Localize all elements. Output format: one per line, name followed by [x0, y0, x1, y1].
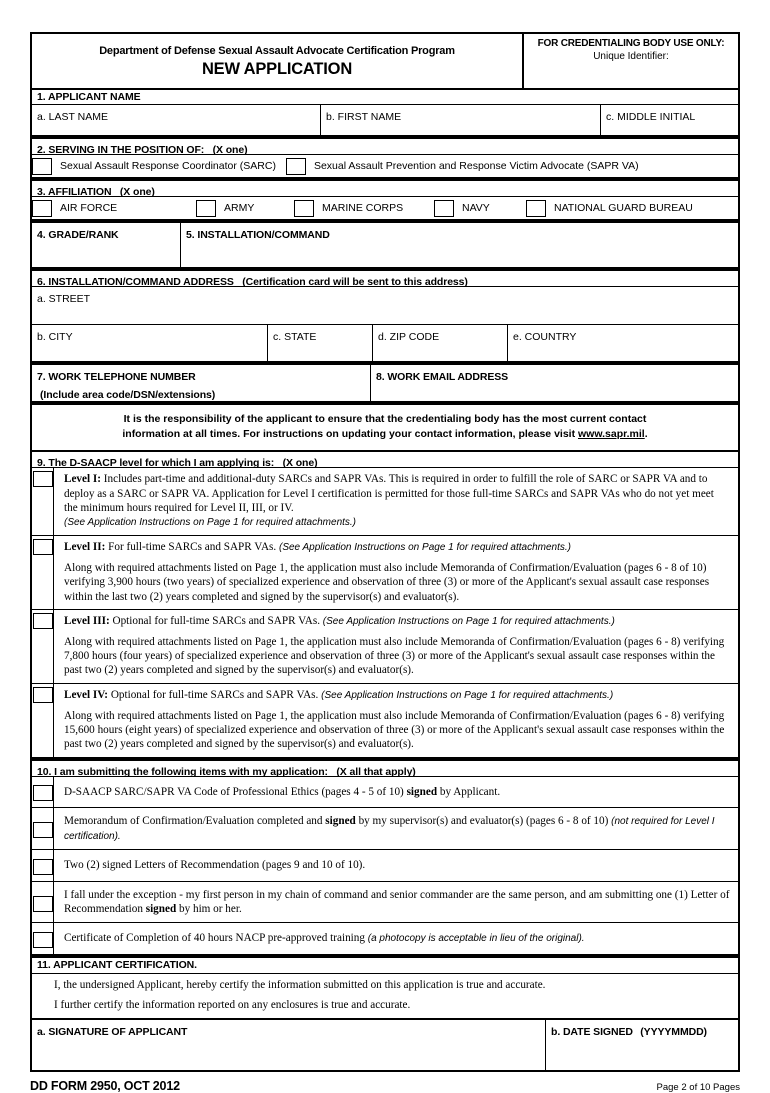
section-11-header-row: [32, 958, 738, 974]
checklist-2-italic: (not required for Level I certification).: [64, 815, 715, 842]
level-3-name: Level III:: [64, 615, 110, 627]
checkbox-code-of-ethics[interactable]: [33, 785, 53, 801]
zip-code-label: d. ZIP CODE: [378, 331, 440, 343]
section-2-title: 2. SERVING IN THE POSITION OF:: [37, 144, 205, 156]
credentialing-body-label: FOR CREDENTIALING BODY USE ONLY:: [537, 38, 725, 49]
checklist-item: [32, 777, 738, 808]
name-fields-row: [32, 105, 738, 137]
checkbox-memorandum-confirmation[interactable]: [33, 822, 53, 838]
label-navy: NAVY: [462, 202, 490, 214]
level-3-extra: Along with required attachments listed on Page 1, the application must also include Memoranda of Confirmation/Evaluation (pages 6 - 8) verifying 7,800 hours (four years) of specialized experience and observation of three (3) or more of the Applicant's sexual assault case responses within the past two (2) years completed and signed by the supervisor(s) and evaluator(s).: [64, 635, 725, 677]
level-1-body: [54, 468, 738, 535]
responsibility-banner: [30, 403, 740, 450]
date-signed-hint: (YYYYMMDD): [640, 1025, 707, 1038]
state-field[interactable]: [267, 325, 372, 361]
section-10-title: 10. I am submitting the following items with my application:: [37, 765, 328, 778]
section-6-title-cell: [32, 271, 738, 286]
section-10-header-row: [32, 761, 738, 777]
installation-command-field[interactable]: [180, 223, 738, 267]
label-sarc: Sexual Assault Response Coordinator (SARC): [60, 160, 276, 172]
section-3-header-row: [32, 181, 738, 197]
checklist-3-checkbox-cell[interactable]: [32, 850, 54, 880]
work-email-field[interactable]: [370, 365, 738, 401]
first-name-field[interactable]: [320, 105, 600, 135]
section-9-header-row: [32, 452, 738, 468]
level-1-checkbox-cell[interactable]: [32, 468, 54, 535]
label-army: ARMY: [224, 202, 255, 214]
last-name-field[interactable]: [32, 105, 320, 135]
level-3-note: (See Application Instructions on Page 1 for required attachments.): [322, 616, 615, 627]
section-4-5-grade-installation: [30, 221, 740, 269]
checklist-2-post: by my supervisor(s) and evaluator(s) (pages 6 - 8 of 10): [355, 814, 612, 827]
signature-field[interactable]: [32, 1020, 545, 1070]
checklist-3-body: Two (2) signed Letters of Recommendation (pages 9 and 10 of 10).: [64, 859, 366, 872]
section-7-hint: (Include area code/DSN/extensions): [40, 389, 216, 401]
level-2-desc: For full-time SARCs and SAPR VAs.: [105, 541, 279, 554]
section-10-submissions: [30, 759, 740, 957]
section-3-affiliation: [30, 179, 740, 221]
checklist-5-pre: Certificate of Completion of 40 hours NACP pre-approved training: [64, 932, 368, 945]
date-signed-field[interactable]: [545, 1020, 738, 1070]
checkbox-national-guard-bureau[interactable]: [526, 200, 546, 217]
section-3-options-row: [32, 197, 738, 221]
section-6-hint: (Certification card will be sent to this address): [242, 276, 468, 288]
level-1-text: [64, 472, 730, 515]
certification-statements: [32, 974, 738, 1018]
checklist-5-body: [54, 923, 738, 954]
checklist-item: [32, 882, 738, 924]
level-4-heading: [64, 688, 730, 703]
phone-email-row: [32, 365, 738, 403]
country-field[interactable]: [507, 325, 738, 361]
section-3-title-cell: [32, 181, 738, 196]
level-4-desc: Optional for full-time SARCs and SAPR VAs.: [108, 688, 322, 701]
city-state-zip-row: [32, 325, 738, 363]
banner-line-1: It is the responsibility of the applicant to ensure that the credentialing body has the most current contact: [123, 413, 647, 425]
work-telephone-field[interactable]: [32, 365, 370, 401]
section-7-8-contact: [30, 363, 740, 403]
section-3-hint: (X one): [119, 186, 155, 198]
checklist-2-checkbox-cell[interactable]: [32, 808, 54, 850]
checkbox-air-force[interactable]: [32, 200, 52, 217]
certification-line-2: I further certify the information reported on any enclosures is true and accurate.: [54, 998, 411, 1011]
last-name-label: a. LAST NAME: [37, 111, 108, 123]
level-3-heading: [64, 614, 730, 629]
first-name-label: b. FIRST NAME: [326, 111, 402, 123]
checklist-5-italic: (a photocopy is acceptable in lieu of the original).: [367, 933, 585, 945]
checklist-item: [32, 808, 738, 851]
form-id: DD FORM 2950, OCT 2012: [30, 1078, 180, 1093]
country-label: e. COUNTRY: [513, 331, 577, 343]
level-4-extra: Along with required attachments listed on Page 1, the application must also include Memoranda of Confirmation/Evaluation (pages 6 - 8) verifying 15,600 hours (eight years) of specialized experience and observation of three (3) or more of the Applicant's sexual assault case responses within the past two (2) years completed and signed by the supervisor(s) and evaluator(s).: [64, 709, 725, 751]
checklist-4-checkbox-cell[interactable]: [32, 882, 54, 923]
header-title-block: [32, 34, 522, 88]
form-subtitle: NEW APPLICATION: [201, 60, 353, 78]
unique-identifier-label: Unique Identifier:: [593, 51, 669, 62]
section-2-hint: (X one): [212, 144, 248, 156]
section-1-applicant-name: [30, 88, 740, 137]
section-4-title: 4. GRADE/RANK: [37, 229, 119, 241]
city-label: b. CITY: [37, 331, 73, 343]
credentialing-body-block: [522, 34, 738, 88]
certification-statement-row: [32, 974, 738, 1020]
section-2-header-row: [32, 139, 738, 155]
checklist-item: [32, 923, 738, 956]
checklist-1-pre: D-SAACP SARC/SAPR VA Code of Professional Ethics (pages 4 - 5 of 10): [64, 785, 407, 798]
section-9-title-cell: [32, 452, 738, 470]
label-sapr-va: Sexual Assault Prevention and Response Victim Advocate (SAPR VA): [313, 160, 639, 172]
checkbox-exception-letter[interactable]: [33, 896, 53, 912]
date-signed-label: b. DATE SIGNED: [551, 1025, 633, 1038]
grade-installation-row: [32, 223, 738, 269]
checkbox-level-2[interactable]: [33, 539, 53, 555]
street-label: a. STREET: [37, 293, 91, 305]
section-9-hint: (X one): [282, 457, 318, 470]
checkbox-nacp-certificate[interactable]: [33, 932, 53, 948]
banner-line-2-post: .: [644, 428, 648, 441]
section-1-title: 1. APPLICANT NAME: [37, 91, 141, 103]
checklist-4-pre: I fall under the exception - my first person in my chain of command and senior commander are the same person, and am submitting one (1) Letter of Recommendation: [64, 888, 730, 916]
zip-code-field[interactable]: [372, 325, 507, 361]
level-1-note: (See Application Instructions on Page 1 for required attachments.): [64, 517, 357, 529]
level-2-note: (See Application Instructions on Page 1 for required attachments.): [278, 542, 571, 554]
section-6-header-row: [32, 271, 738, 287]
level-4-row: [32, 684, 738, 759]
checkbox-level-3[interactable]: [33, 613, 53, 629]
checklist-4-body: [54, 882, 738, 923]
label-national-guard-bureau: NATIONAL GUARD BUREAU: [554, 202, 693, 214]
level-2-extra: Along with required attachments listed on Page 1, the application must also include Memoranda of Confirmation/Evaluation (pages 6 - 8 of 10) verifying 3,900 hours (two years) of specialized experience and observation of three (3) or more of the Applicant's sexual assault case responses within the last two (2) years completed and signed by the supervisor(s) and evaluator(s).: [64, 562, 710, 603]
checklist-1-checkbox-cell[interactable]: [32, 777, 54, 807]
level-3-checkbox-cell[interactable]: [32, 610, 54, 683]
page-info: Page 2 of 10 Pages: [656, 1081, 740, 1093]
level-4-name: Level IV:: [64, 688, 109, 701]
checkbox-level-4[interactable]: [33, 687, 53, 703]
checklist-4-bold: signed: [145, 903, 177, 916]
program-title: Department of Defense Sexual Assault Advocate Certification Program: [99, 45, 455, 57]
checklist-2-pre: Memorandum of Confirmation/Evaluation completed and: [64, 814, 326, 827]
checklist-1-body: [54, 777, 738, 807]
section-6-title: 6. INSTALLATION/COMMAND ADDRESS: [37, 276, 234, 288]
checkbox-marine-corps[interactable]: [294, 200, 314, 217]
affiliation-options: [32, 197, 738, 219]
level-1-row: [32, 468, 738, 536]
checklist-2-body: [54, 808, 738, 850]
checkbox-sapr-va[interactable]: [286, 158, 306, 175]
signature-label: a. SIGNATURE OF APPLICANT: [37, 1025, 188, 1038]
level-3-row: [32, 610, 738, 684]
label-marine-corps: MARINE CORPS: [322, 202, 404, 214]
banner-line-2-pre: information at all times. For instructions on updating your contact information, please visit: [122, 428, 578, 441]
section-10-title-cell: [32, 761, 738, 776]
section-9-level: [30, 450, 740, 758]
certification-line-1: I, the undersigned Applicant, hereby certify the information submitted on this application is true and accurate.: [54, 979, 546, 992]
level-2-row: [32, 536, 738, 610]
middle-initial-field[interactable]: [600, 105, 738, 135]
street-row: [32, 287, 738, 325]
level-1-name: Level I:: [64, 473, 101, 486]
level-1-note-wrap: [64, 515, 730, 530]
checklist-item: [32, 850, 738, 881]
section-1-header-row: [32, 90, 738, 105]
banner-line-2: [50, 427, 720, 442]
section-5-title: 5. INSTALLATION/COMMAND: [186, 229, 330, 241]
level-2-name: Level II:: [64, 541, 106, 554]
checklist-1-post: by Applicant.: [437, 785, 501, 798]
level-2-checkbox-cell[interactable]: [32, 536, 54, 609]
section-7-title: 7. WORK TELEPHONE NUMBER: [37, 371, 196, 383]
level-4-body: [54, 684, 738, 757]
section-11-title: 11. APPLICANT CERTIFICATION.: [37, 959, 197, 972]
state-label: c. STATE: [273, 331, 317, 343]
section-6-address: [30, 269, 740, 363]
position-options: [32, 155, 738, 177]
sapr-website-link[interactable]: www.sapr.mil: [578, 428, 645, 441]
checkbox-sarc[interactable]: [32, 158, 52, 175]
middle-initial-label: c. MIDDLE INITIAL: [606, 111, 696, 123]
checkbox-army[interactable]: [196, 200, 216, 217]
level-4-note: (See Application Instructions on Page 1 for required attachments.): [321, 689, 614, 701]
level-2-body: [54, 536, 738, 609]
city-field[interactable]: [32, 325, 267, 361]
checklist-4-post: by him or her.: [176, 903, 242, 916]
section-8-title: 8. WORK EMAIL ADDRESS: [376, 371, 509, 383]
section-2-title-cell: [32, 139, 738, 154]
checkbox-letters-recommendation[interactable]: [33, 859, 53, 875]
level-1-desc: Includes part-time and additional-duty SARCs and SAPR VAs. This is required in order to fulfill the role of SARC or SAPR VA and to deploy as a SARC or SAPR VA. Application for Level I certification is permitted for those full-time SARCs and SAPR VAs who do not yet meet the minimum hours required for Level II, III, or IV.: [64, 473, 714, 515]
form-footer: [30, 1079, 740, 1093]
checkbox-navy[interactable]: [434, 200, 454, 217]
checklist-1-bold: signed: [406, 785, 438, 798]
form-header: [30, 32, 740, 88]
section-10-hint: (X all that apply): [336, 765, 416, 778]
label-air-force: AIR FORCE: [60, 202, 118, 214]
level-2-heading: [64, 540, 730, 555]
checklist-2-bold: signed: [325, 814, 356, 827]
section-11-certification: [30, 956, 740, 1072]
section-3-title: 3. AFFILIATION: [37, 186, 112, 198]
checkbox-level-1[interactable]: [33, 471, 53, 487]
level-3-desc: Optional for full-time SARCs and SAPR VAs.: [109, 615, 323, 627]
section-9-title: 9. The D-SAACP level for which I am applying is:: [37, 457, 275, 470]
signature-row: [32, 1020, 738, 1070]
checklist-5-checkbox-cell[interactable]: [32, 923, 54, 954]
grade-rank-field[interactable]: [32, 223, 180, 267]
street-field[interactable]: [32, 287, 738, 324]
section-2-options-row: [32, 155, 738, 179]
level-3-body: [54, 610, 738, 683]
section-2-serving-position: [30, 137, 740, 179]
level-4-checkbox-cell[interactable]: [32, 684, 54, 757]
